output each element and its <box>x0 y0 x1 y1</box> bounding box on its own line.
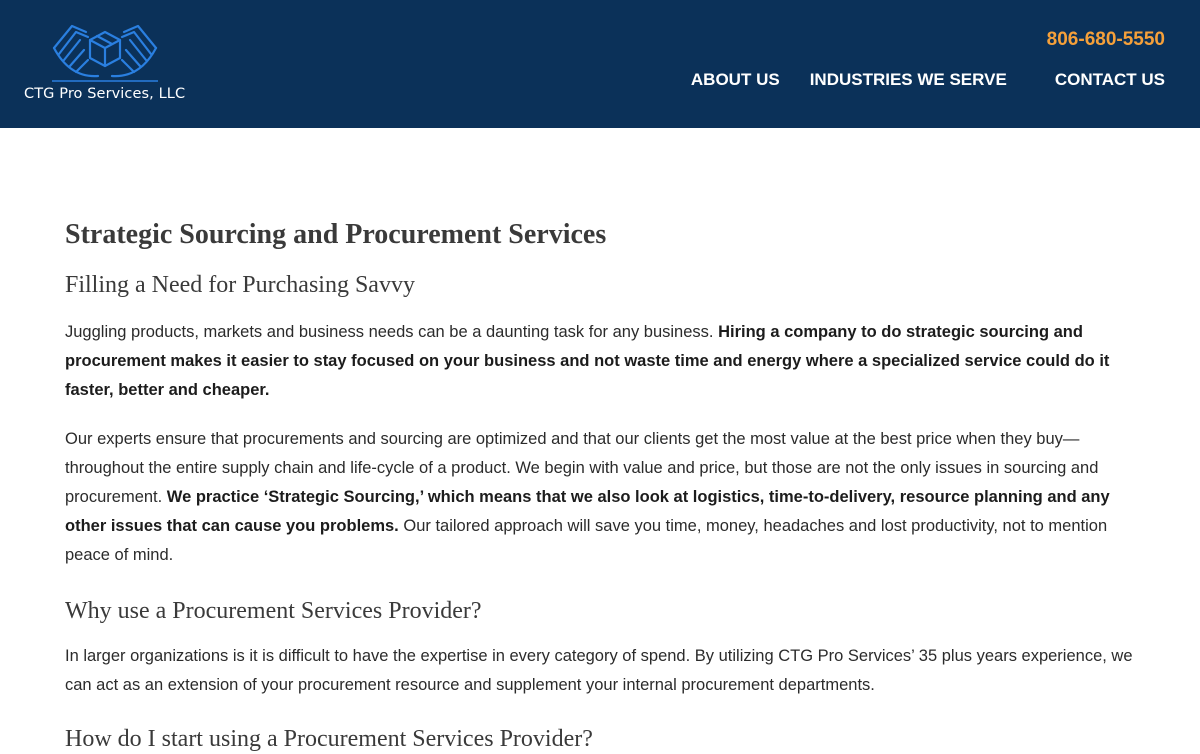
logo-text: CTG Pro Services, LLC <box>24 86 186 102</box>
handshake-box-logo-icon <box>50 18 160 84</box>
section-heading-why-use: Why use a Procurement Services Provider? <box>65 598 482 624</box>
experts-bold-text: We practice ‘Strategic Sourcing,’ which means that we also look at logistics, time-to-delivery, resource planning and any other issues that can cause you problems. <box>65 488 1110 535</box>
main-content <box>65 218 1140 754</box>
why-use-paragraph: In larger organizations is it is difficult to have the expertise in every category of spend. By utilizing CTG Pro Services’ 35 plus years experience, we can act as an extension of your procurement resource and supplement your internal procurement departments. <box>65 647 1133 694</box>
nav-industries-we-serve[interactable]: INDUSTRIES WE SERVE <box>809 70 1007 89</box>
intro-text: Juggling products, markets and business needs can be a daunting task for any business. <box>65 323 719 341</box>
section-heading-purchasing-savvy: Filling a Need for Purchasing Savvy <box>65 272 415 298</box>
nav-about-us[interactable]: ABOUT US <box>690 70 780 89</box>
site-header <box>0 0 1200 128</box>
main-nav <box>691 70 1165 90</box>
site-logo[interactable] <box>22 18 186 108</box>
intro-bold-text: Hiring a company to do strategic sourcing and procurement makes it easier to stay focused on your business and not waste time and energy where a specialized service could do it faster, better and cheaper. <box>65 323 1110 399</box>
page-title: Strategic Sourcing and Procurement Services <box>65 219 607 250</box>
phone-link[interactable]: 806-680-5550 <box>1046 29 1165 50</box>
intro-paragraph <box>65 318 1140 405</box>
section-heading-how-to-start: How do I start using a Procurement Services Provider? <box>65 726 593 752</box>
experts-text-2: Our tailored approach will save you time, money, headaches and lost productivity, not to mention peace of mind. <box>65 517 1108 564</box>
experts-text-1: Our experts ensure that procurements and sourcing are optimized and that our clients get the most value at the best price when they buy—throughout the entire supply chain and life-cycle of a product. We begin with value and price, but those are not the only issues in sourcing and procurement. <box>65 430 1099 506</box>
experts-paragraph <box>65 425 1140 570</box>
nav-contact-us[interactable]: CONTACT US <box>1054 70 1165 89</box>
